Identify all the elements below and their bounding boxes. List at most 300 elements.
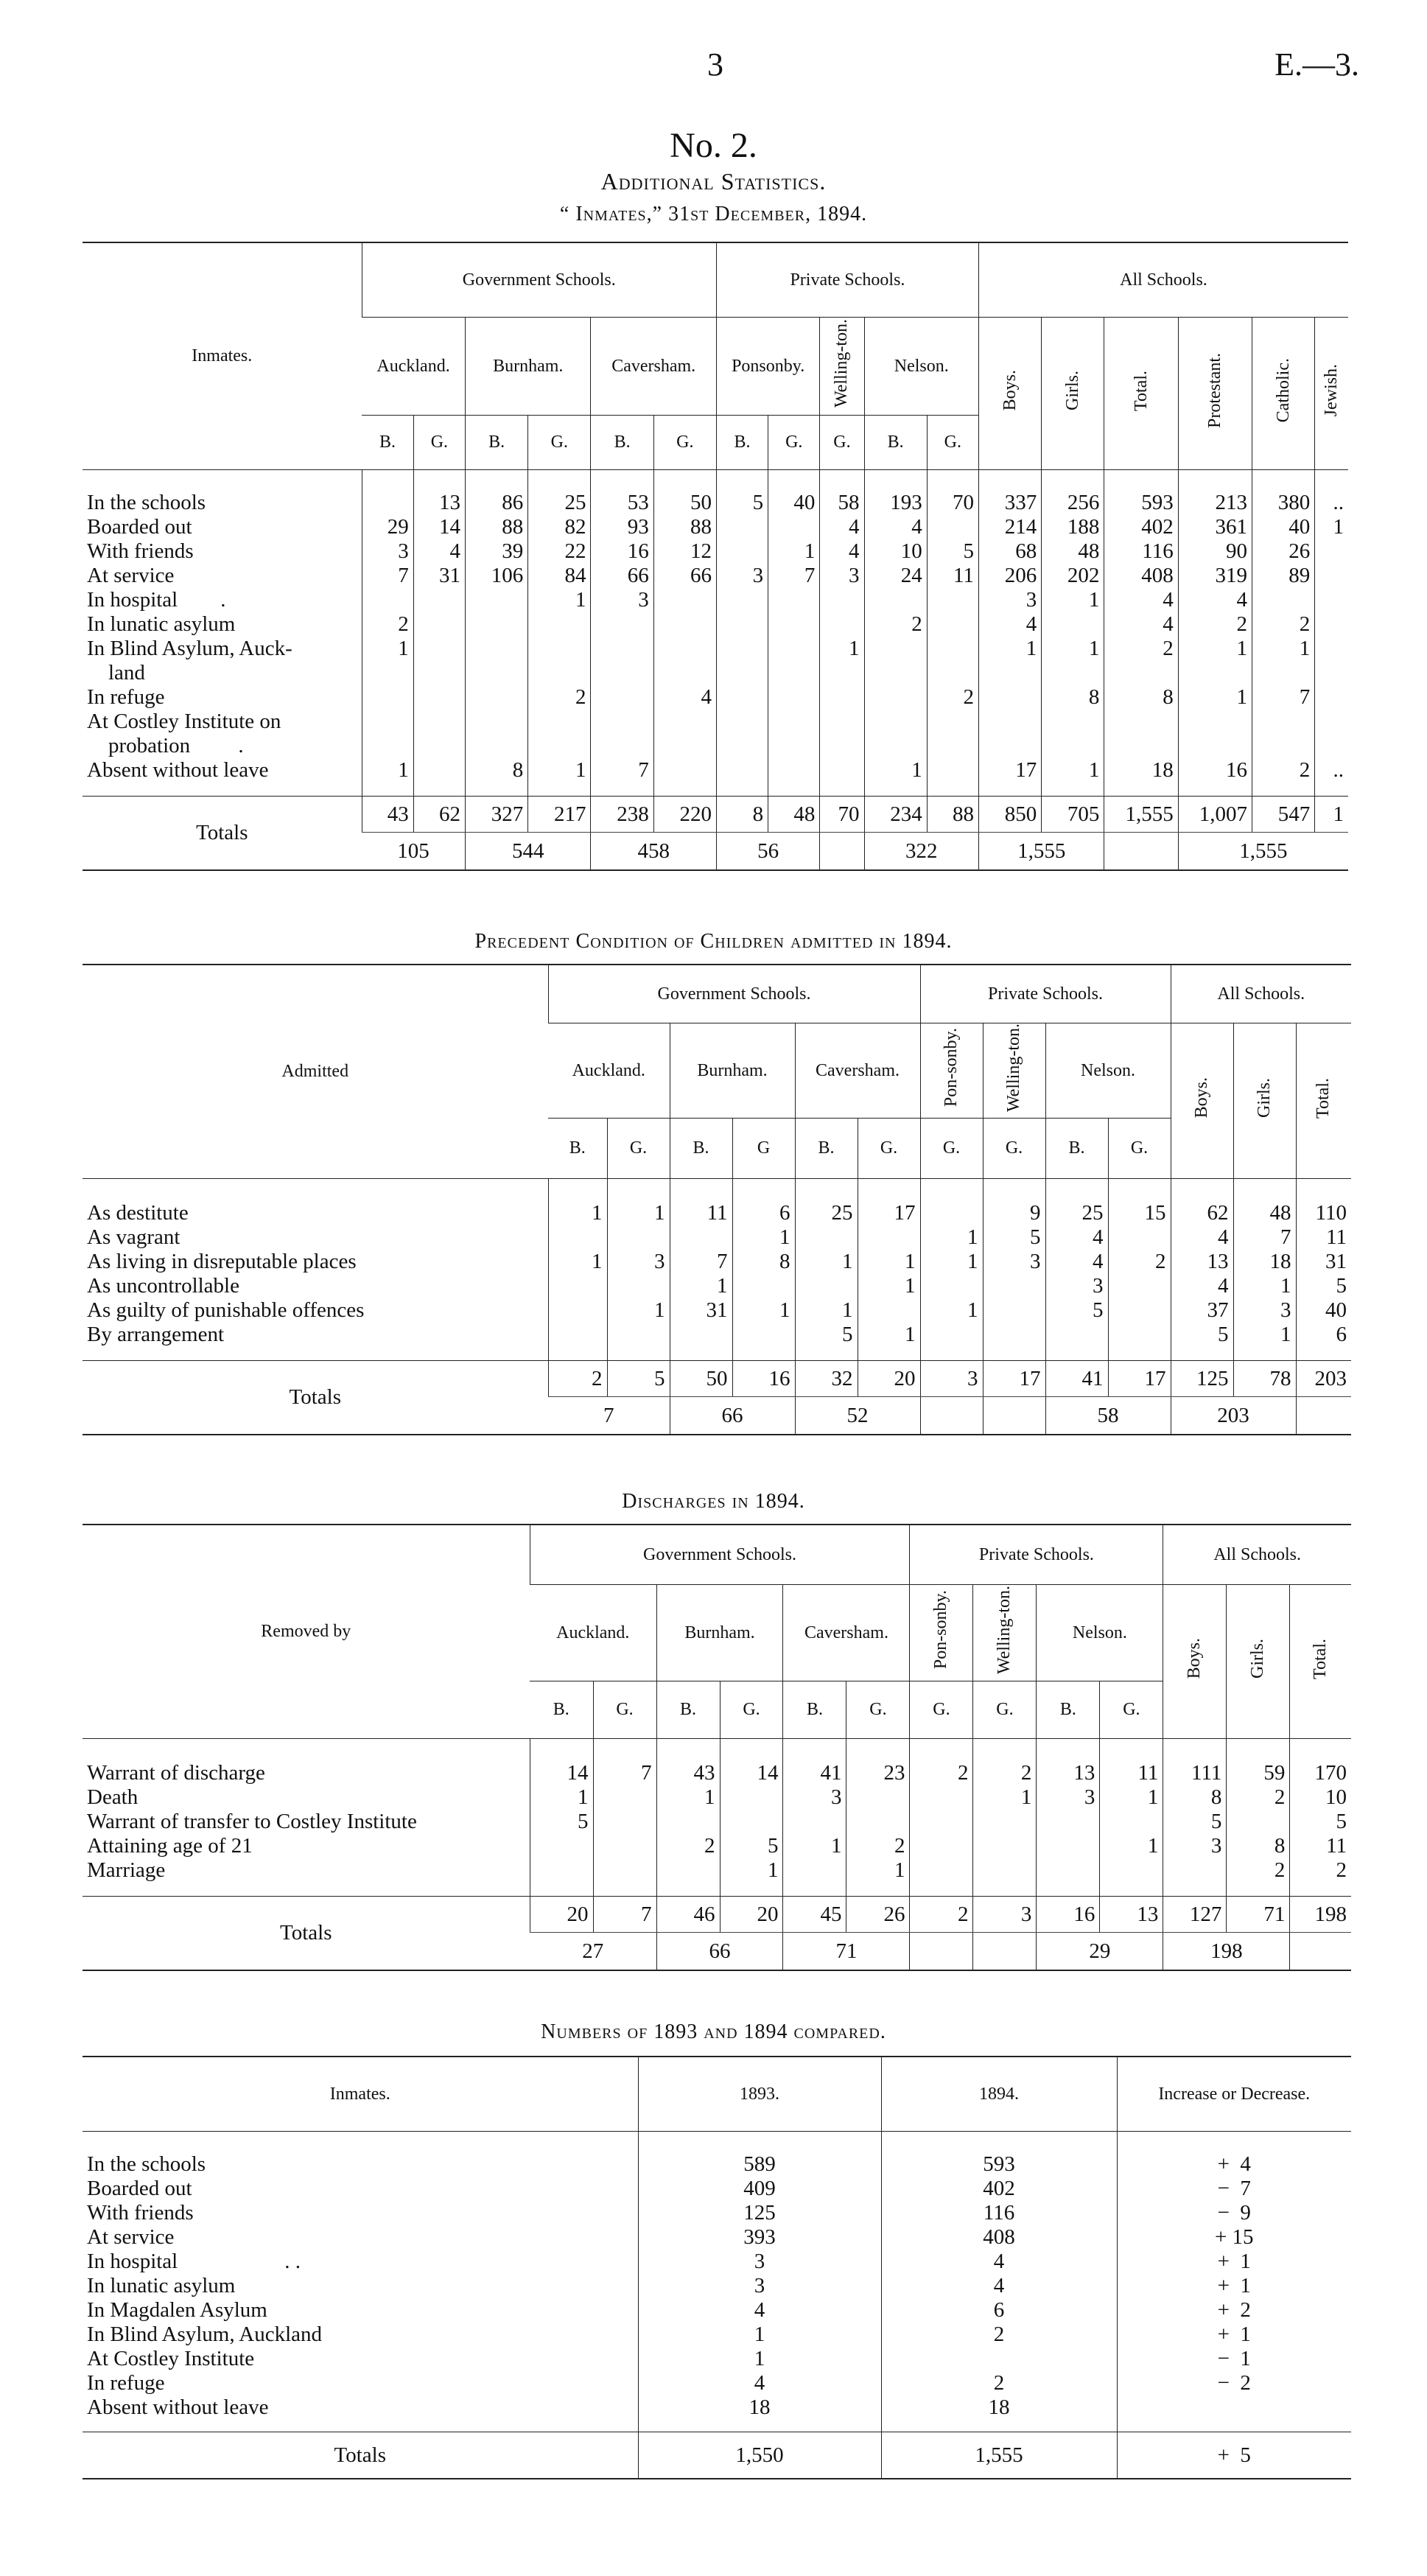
- value-1893: 1: [638, 2323, 881, 2347]
- spacer-cell: [593, 1883, 656, 1897]
- total-value: 3: [973, 1897, 1037, 1933]
- cell-value: 1: [1178, 685, 1252, 710]
- total-value: 78: [1233, 1361, 1296, 1397]
- cell-value: 4: [978, 612, 1041, 637]
- cell-value: 90: [1178, 539, 1252, 564]
- cell-value: [768, 637, 820, 685]
- col-header: [1252, 318, 1314, 470]
- discharges-table-title: Discharges in 1894.: [622, 1490, 805, 1513]
- group-header-government: Government Schools.: [548, 965, 920, 1023]
- cell-value: 2: [1252, 612, 1314, 637]
- spacer-cell: [983, 1179, 1045, 1202]
- cell-value: [1315, 685, 1348, 710]
- spacer-cell: [656, 1883, 720, 1897]
- cell-value: [768, 758, 820, 783]
- total-value: 547: [1252, 797, 1314, 833]
- row-label: As vagrant: [87, 1225, 180, 1250]
- row-label: Attaining age of 21: [87, 1834, 253, 1858]
- col-header: G.: [1108, 1119, 1171, 1179]
- subtotal-burnham: 66: [670, 1397, 795, 1435]
- cell-value: 84: [528, 564, 591, 588]
- value-1893: 4: [638, 2371, 881, 2395]
- cell-value: [548, 1274, 607, 1298]
- cell-value: 4: [1171, 1225, 1233, 1250]
- value-1894: 4: [881, 2274, 1117, 2298]
- total-value: 46: [656, 1897, 720, 1933]
- total-value: 48: [768, 797, 820, 833]
- table-row: [83, 2298, 1351, 2323]
- school-wellington-label: Welling-ton.: [832, 318, 852, 408]
- spacer-cell: [1163, 1883, 1227, 1897]
- cell-value: [864, 637, 927, 685]
- cell-value: 1: [920, 1250, 983, 1274]
- cell-value: 1: [1100, 1834, 1163, 1858]
- value-change: − 9: [1117, 2201, 1351, 2225]
- spacer-cell: [670, 1179, 732, 1202]
- cell-value: [920, 1323, 983, 1347]
- col-header: [978, 318, 1041, 470]
- cell-value: [820, 685, 864, 710]
- cell-value: 1: [795, 1250, 858, 1274]
- cell-value: 1: [1042, 637, 1104, 685]
- cell-value: 2: [973, 1761, 1037, 1785]
- col-header: G.: [927, 416, 978, 470]
- total-value: 45: [783, 1897, 846, 1933]
- subtotal-blank: [920, 1397, 983, 1435]
- table-row: [83, 1810, 1351, 1834]
- cell-value: 2: [1252, 758, 1314, 783]
- document-subtitle: Additional Statistics.: [600, 168, 827, 195]
- subtotal-boys-girls: 1,555: [978, 833, 1104, 871]
- cell-value: [846, 1785, 910, 1810]
- table-row: [83, 564, 1348, 588]
- spacer-cell: [1045, 1179, 1108, 1202]
- row-label: At Costley Institute: [87, 2347, 255, 2370]
- cell-value: [1037, 1834, 1100, 1858]
- table-row: [83, 1225, 1351, 1250]
- spacer-cell: [638, 2132, 881, 2153]
- group-header-government: Government Schools.: [530, 1525, 910, 1585]
- cell-value: [1042, 612, 1104, 637]
- table-row: [83, 1858, 1351, 1883]
- cell-value: 4: [653, 685, 716, 710]
- col-header: [1290, 1585, 1351, 1739]
- table-row: [83, 2371, 1351, 2395]
- page-number: 3: [707, 46, 723, 83]
- total-value: 2: [548, 1361, 607, 1397]
- school-ponsonby-label: Pon-sonby.: [942, 1028, 961, 1107]
- cell-value: 1: [920, 1298, 983, 1323]
- cell-value: [593, 1858, 656, 1883]
- cell-value: 4: [1104, 588, 1178, 612]
- cell-value: 3: [1037, 1785, 1100, 1810]
- subtotal-ponsonby: 56: [716, 833, 819, 871]
- total-value: 7: [593, 1897, 656, 1933]
- table-row: [83, 515, 1348, 539]
- col-header: G.: [820, 416, 864, 470]
- comparison-table-title: Numbers of 1893 and 1894 compared.: [541, 2020, 886, 2043]
- totals-row: [83, 1361, 1351, 1397]
- cell-value: 7: [1233, 1225, 1296, 1250]
- col-header: [1233, 1023, 1296, 1179]
- spacer-cell: [716, 783, 768, 797]
- cell-value: 7: [362, 564, 413, 588]
- spacer-cell: [1227, 1739, 1290, 1762]
- cell-value: [732, 1274, 795, 1298]
- cell-value: [983, 1323, 1045, 1347]
- cell-value: 3: [978, 588, 1041, 612]
- table-row: [83, 2274, 1351, 2298]
- cell-value: 1: [1042, 588, 1104, 612]
- cell-value: 17: [858, 1201, 920, 1225]
- value-1893: 125: [638, 2201, 881, 2225]
- value-1893: 1: [638, 2347, 881, 2371]
- admitted-table: [83, 964, 1351, 1435]
- cell-value: [858, 1298, 920, 1323]
- cell-value: [413, 612, 465, 637]
- group-header-private: Private Schools.: [910, 1525, 1163, 1585]
- spacer-cell: [1290, 1883, 1351, 1897]
- spacer-cell: [1315, 470, 1348, 491]
- cell-value: 1: [858, 1274, 920, 1298]
- cell-value: 58: [820, 491, 864, 515]
- col-header-label: Protestant.: [1205, 353, 1224, 428]
- table-row: [83, 1274, 1351, 1298]
- spacer-cell: [846, 1739, 910, 1762]
- total-value: 26: [846, 1897, 910, 1933]
- cell-value: [1037, 1810, 1100, 1834]
- spacer-cell: [638, 2420, 881, 2432]
- cell-value: 13: [413, 491, 465, 515]
- total-value: 43: [362, 797, 413, 833]
- cell-value: 3: [607, 1250, 670, 1274]
- totals-label: Totals: [83, 1897, 530, 1971]
- spacer-cell: [1296, 1347, 1351, 1361]
- cell-value: [653, 588, 716, 612]
- cell-value: 18: [1104, 758, 1178, 783]
- table-row: [83, 1323, 1351, 1347]
- spacer-cell: [881, 2420, 1117, 2432]
- col-header: [1227, 1585, 1290, 1739]
- cell-value: 1: [858, 1323, 920, 1347]
- cell-value: 88: [466, 515, 528, 539]
- school-auckland: Auckland.: [362, 318, 465, 416]
- spacer-cell: [530, 1883, 593, 1897]
- value-1893: 393: [638, 2225, 881, 2250]
- cell-value: 13: [1171, 1250, 1233, 1274]
- school-nelson: Nelson.: [1037, 1585, 1163, 1681]
- cell-value: 2: [528, 685, 591, 710]
- row-label: Absent without leave: [87, 2395, 269, 2419]
- spacer-cell: [783, 1883, 846, 1897]
- group-header-private: Private Schools.: [716, 242, 978, 318]
- cell-value: 11: [670, 1201, 732, 1225]
- cell-value: 116: [1104, 539, 1178, 564]
- col-header: [1163, 1585, 1227, 1739]
- value-change: + 1: [1117, 2323, 1351, 2347]
- row-label: In refuge: [87, 685, 165, 709]
- cell-value: 256: [1042, 491, 1104, 515]
- school-burnham: Burnham.: [466, 318, 591, 416]
- cell-value: 3: [591, 588, 653, 612]
- cell-value: [973, 1810, 1037, 1834]
- school-ponsonby: [910, 1585, 973, 1681]
- cell-value: 3: [362, 539, 413, 564]
- subtotal-boys-girls: 198: [1163, 1933, 1290, 1971]
- cell-value: [720, 1785, 783, 1810]
- cell-value: 2: [927, 685, 978, 710]
- subtotal-nelson: 58: [1045, 1397, 1171, 1435]
- cell-value: 9: [983, 1201, 1045, 1225]
- spacer-cell: [413, 783, 465, 797]
- cell-value: 3: [716, 564, 768, 588]
- spacer-cell: [1042, 783, 1104, 797]
- school-caversham: Caversham.: [783, 1585, 910, 1681]
- cell-value: [548, 1298, 607, 1323]
- spacer-cell: [1104, 783, 1178, 797]
- cell-value: [593, 1834, 656, 1858]
- cell-value: 1: [858, 1250, 920, 1274]
- cell-value: 40: [1252, 515, 1314, 539]
- spacer-cell: [768, 783, 820, 797]
- spacer-cell: [910, 1883, 973, 1897]
- col-header: G.: [920, 1119, 983, 1179]
- cell-value: 1: [978, 637, 1041, 685]
- cell-value: 8: [1227, 1834, 1290, 1858]
- cell-value: 1: [528, 588, 591, 612]
- cell-value: 319: [1178, 564, 1252, 588]
- col-header: [1042, 318, 1104, 470]
- cell-value: 12: [653, 539, 716, 564]
- spacer-cell: [591, 783, 653, 797]
- cell-value: [1315, 564, 1348, 588]
- col-header: G.: [720, 1681, 783, 1739]
- row-label: As uncontrollable: [87, 1274, 239, 1298]
- school-wellington: [973, 1585, 1037, 1681]
- cell-value: [783, 1810, 846, 1834]
- cell-value: 1: [1042, 758, 1104, 783]
- group-header-government: Government Schools.: [362, 242, 716, 318]
- spacer-cell: [83, 1347, 548, 1361]
- row-label: As living in disreputable places: [87, 1250, 357, 1274]
- cell-value: 50: [653, 491, 716, 515]
- cell-value: [920, 1274, 983, 1298]
- spacer-cell: [973, 1739, 1037, 1762]
- totals-row: [83, 1897, 1351, 1933]
- cell-value: 4: [413, 539, 465, 564]
- total-value: 2: [910, 1897, 973, 1933]
- spacer-cell: [910, 1739, 973, 1762]
- table-row: [83, 1761, 1351, 1785]
- cell-value: 3: [983, 1250, 1045, 1274]
- cell-value: 89: [1252, 564, 1314, 588]
- cell-value: 1: [920, 1225, 983, 1250]
- totals-row: [83, 797, 1348, 833]
- col-header-label: Total.: [1311, 1638, 1330, 1679]
- row-label: At service: [87, 2225, 175, 2249]
- table-row: [83, 1834, 1351, 1858]
- spacer-cell: [530, 1739, 593, 1762]
- table-row: [83, 2347, 1351, 2371]
- spacer-cell: [83, 2420, 638, 2432]
- cell-value: [820, 710, 864, 758]
- cell-value: 206: [978, 564, 1041, 588]
- cell-value: 5: [927, 539, 978, 564]
- spacer-row: [83, 1883, 1351, 1897]
- cell-value: [973, 1834, 1037, 1858]
- cell-value: [910, 1858, 973, 1883]
- col-header: B.: [466, 416, 528, 470]
- cell-value: [973, 1858, 1037, 1883]
- cell-value: 1: [768, 539, 820, 564]
- table-row: [83, 2177, 1351, 2201]
- spacer-cell: [1108, 1179, 1171, 1202]
- table-row: [83, 1298, 1351, 1323]
- cell-value: [768, 612, 820, 637]
- cell-value: 1: [607, 1298, 670, 1323]
- cell-value: [716, 515, 768, 539]
- cell-value: [593, 1810, 656, 1834]
- cell-value: [783, 1858, 846, 1883]
- cell-value: [716, 588, 768, 612]
- row-label: As destitute: [87, 1201, 189, 1225]
- cell-value: 13: [1037, 1761, 1100, 1785]
- cell-value: 88: [653, 515, 716, 539]
- cell-value: [768, 588, 820, 612]
- cell-value: 8: [1104, 685, 1178, 710]
- col-header: B.: [1045, 1119, 1108, 1179]
- cell-value: [1045, 1323, 1108, 1347]
- spacer-cell: [83, 1179, 548, 1202]
- school-wellington-label: Welling-ton.: [995, 1585, 1014, 1675]
- cell-value: [591, 637, 653, 685]
- table-row: [83, 2201, 1351, 2225]
- spacer-cell: [83, 470, 362, 491]
- total-value: 3: [920, 1361, 983, 1397]
- col-header-label: Jewish.: [1322, 364, 1342, 417]
- cell-value: 93: [591, 515, 653, 539]
- cell-value: [528, 637, 591, 685]
- cell-value: [846, 1810, 910, 1834]
- cell-value: [910, 1785, 973, 1810]
- cell-value: 3: [1045, 1274, 1108, 1298]
- cell-value: [768, 710, 820, 758]
- cell-value: [653, 758, 716, 783]
- school-ponsonby: Ponsonby.: [716, 318, 819, 416]
- admitted-table-title: Precedent Condition of Children admitted in 1894.: [474, 930, 953, 953]
- total-value: 32: [795, 1361, 858, 1397]
- cell-value: 1: [528, 758, 591, 783]
- value-1893: 3: [638, 2274, 881, 2298]
- cell-value: [732, 1323, 795, 1347]
- cell-value: 14: [720, 1761, 783, 1785]
- value-1894: 18: [881, 2395, 1117, 2420]
- cell-value: 22: [528, 539, 591, 564]
- cell-value: [820, 588, 864, 612]
- spacer-cell: [983, 1347, 1045, 1361]
- spacer-cell: [653, 783, 716, 797]
- subtotal-blank: [1290, 1933, 1351, 1971]
- cell-value: 1: [973, 1785, 1037, 1810]
- total-value: 1: [1315, 797, 1348, 833]
- cell-value: [362, 685, 413, 710]
- cell-value: [656, 1858, 720, 1883]
- cell-value: [910, 1810, 973, 1834]
- row-label: Boarded out: [87, 515, 192, 539]
- value-1894: 6: [881, 2298, 1117, 2323]
- col-header-label: Girls.: [1248, 1639, 1268, 1679]
- totals-label: Totals: [83, 1361, 548, 1435]
- total-value: 850: [978, 797, 1041, 833]
- cell-value: [795, 1225, 858, 1250]
- cell-value: 11: [1296, 1225, 1351, 1250]
- school-burnham: Burnham.: [670, 1023, 795, 1119]
- value-change: + 2: [1117, 2298, 1351, 2323]
- table-row: [83, 637, 1348, 685]
- cell-value: 14: [530, 1761, 593, 1785]
- subtotal-denomination: 1,555: [1178, 833, 1348, 871]
- cell-value: 41: [783, 1761, 846, 1785]
- value-1893: 3: [638, 2250, 881, 2274]
- cell-value: [1252, 588, 1314, 612]
- row-label: In lunatic asylum: [87, 612, 236, 636]
- school-caversham: Caversham.: [795, 1023, 920, 1119]
- cell-value: 111: [1163, 1761, 1227, 1785]
- subtotal-blank: [820, 833, 864, 871]
- value-1893: 18: [638, 2395, 881, 2420]
- spacer-cell: [1117, 2132, 1351, 2153]
- subtotal-blank: [1104, 833, 1178, 871]
- school-wellington-label: Welling-ton.: [1004, 1023, 1023, 1113]
- total-value: 62: [413, 797, 465, 833]
- cell-value: [466, 588, 528, 612]
- spacer-row: [83, 1179, 1351, 1202]
- spacer-cell: [591, 470, 653, 491]
- col-header-label: Girls.: [1255, 1078, 1274, 1119]
- col-header: G.: [413, 416, 465, 470]
- cell-value: [413, 637, 465, 685]
- cell-value: [1042, 710, 1104, 758]
- school-ponsonby-label: Pon-sonby.: [931, 1590, 951, 1670]
- cell-value: 361: [1178, 515, 1252, 539]
- value-1893: 589: [638, 2152, 881, 2177]
- total-value: 5: [607, 1361, 670, 1397]
- cell-value: [591, 612, 653, 637]
- subtotal-nelson: 322: [864, 833, 978, 871]
- cell-value: [820, 758, 864, 783]
- cell-value: [1178, 710, 1252, 758]
- cell-value: 70: [927, 491, 978, 515]
- cell-value: 25: [528, 491, 591, 515]
- col-header-label: Boys.: [1185, 1638, 1205, 1679]
- total-value: 71: [1227, 1897, 1290, 1933]
- total-value: 16: [732, 1361, 795, 1397]
- cell-value: [1104, 710, 1178, 758]
- table-row: [83, 2152, 1351, 2177]
- spacer-cell: [716, 470, 768, 491]
- cell-value: 66: [591, 564, 653, 588]
- cell-value: 5: [1296, 1274, 1351, 1298]
- value-change: + 1: [1117, 2250, 1351, 2274]
- spacer-cell: [83, 1739, 530, 1762]
- cell-value: [864, 685, 927, 710]
- spacer-cell: [548, 1347, 607, 1361]
- cell-value: 2: [1178, 612, 1252, 637]
- col-header: [1178, 318, 1252, 470]
- spacer-cell: [732, 1179, 795, 1202]
- cell-value: [858, 1225, 920, 1250]
- school-ponsonby: [920, 1023, 983, 1119]
